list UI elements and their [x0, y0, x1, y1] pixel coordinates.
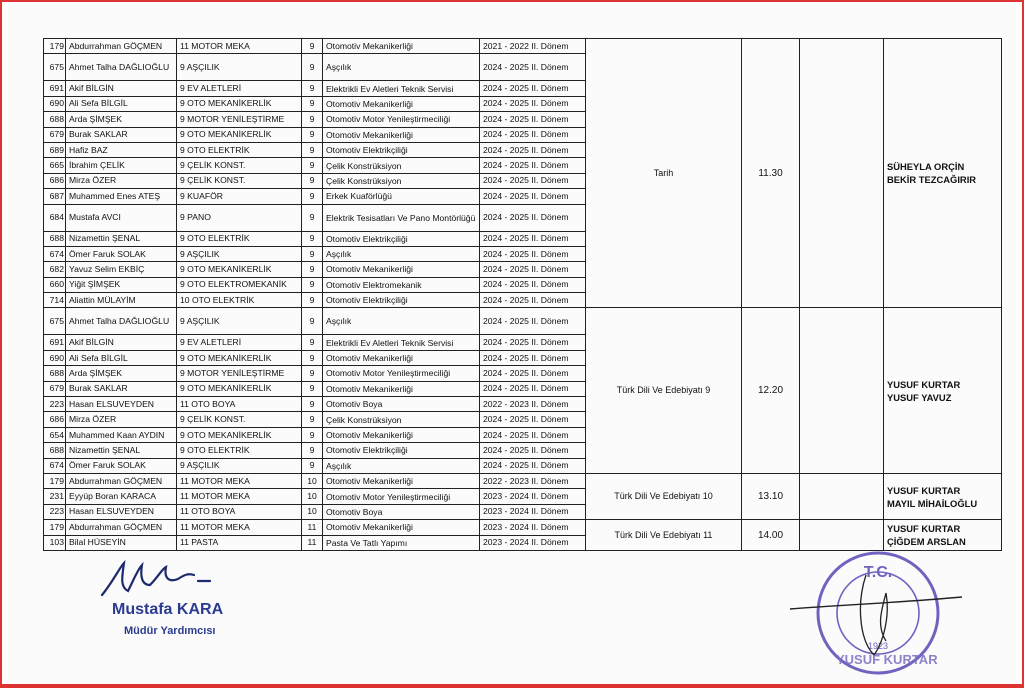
proctor-name: YUSUF KURTAR — [887, 484, 961, 496]
grade-level: 9 — [302, 277, 323, 292]
grade-level: 9 — [302, 158, 323, 173]
student-name: Burak SAKLAR — [66, 127, 177, 142]
course-name: Otomotiv Mekanikerliği — [323, 427, 480, 442]
course-name: Otomotiv Boya — [323, 397, 480, 412]
grade-level: 9 — [302, 81, 323, 96]
grade-level: 9 — [302, 293, 323, 308]
student-number: 688 — [44, 231, 66, 246]
course-name: Otomotiv Mekanikerliği — [323, 127, 480, 142]
term: 2024 - 2025 II. Dönem — [480, 277, 586, 292]
student-name: Nizamettin ŞENAL — [66, 231, 177, 246]
course-name: Otomotiv Elektrikçiliği — [323, 443, 480, 458]
table-row — [44, 39, 1002, 54]
student-number: 688 — [44, 366, 66, 381]
proctor-name: SÜHEYLA ORÇİN — [887, 161, 965, 173]
student-number: 684 — [44, 204, 66, 231]
student-class: 11 MOTOR MEKA — [177, 39, 302, 54]
student-number: 686 — [44, 173, 66, 188]
student-name: Burak SAKLAR — [66, 381, 177, 396]
student-name: Mirza ÖZER — [66, 412, 177, 427]
student-name: Arda ŞİMŞEK — [66, 112, 177, 127]
student-number: 679 — [44, 127, 66, 142]
student-class: 9 ÇELİK KONST. — [177, 412, 302, 427]
term: 2024 - 2025 II. Dönem — [480, 443, 586, 458]
grade-level: 10 — [302, 504, 323, 519]
student-name: Arda ŞİMŞEK — [66, 366, 177, 381]
student-class: 9 OTO MEKANİKERLİK — [177, 262, 302, 277]
student-class: 9 EV ALETLERİ — [177, 335, 302, 350]
table-row — [44, 308, 1002, 335]
grade-level: 9 — [302, 397, 323, 412]
student-class: 9 AŞÇILIK — [177, 308, 302, 335]
student-name: Ali Sefa BİLGİL — [66, 96, 177, 111]
grade-level: 9 — [302, 366, 323, 381]
course-name: Otomotiv Mekanikerliği — [323, 520, 480, 535]
student-number: 714 — [44, 293, 66, 308]
grade-level: 9 — [302, 112, 323, 127]
course-name: Otomotiv Boya — [323, 504, 480, 519]
term: 2024 - 2025 II. Dönem — [480, 142, 586, 157]
student-name: Hasan ELSUVEYDEN — [66, 504, 177, 519]
term: 2024 - 2025 II. Dönem — [480, 262, 586, 277]
student-name: Ömer Faruk SOLAK — [66, 246, 177, 261]
student-name: Hasan ELSUVEYDEN — [66, 397, 177, 412]
empty-cell — [800, 473, 884, 519]
student-class: 11 PASTA — [177, 535, 302, 550]
term: 2024 - 2025 II. Dönem — [480, 96, 586, 111]
proctor-name: MAYIL MİHAİLOĞLU — [887, 497, 978, 509]
frame-bottom-edge — [0, 684, 1024, 688]
term: 2023 - 2024 II. Dönem — [480, 535, 586, 550]
student-class: 9 AŞÇILIK — [177, 458, 302, 473]
term: 2024 - 2025 II. Dönem — [480, 112, 586, 127]
student-class: 9 OTO ELEKTRİK — [177, 443, 302, 458]
svg-text:T.C.: T.C. — [863, 564, 893, 581]
grade-level: 9 — [302, 262, 323, 277]
student-name: Ali Sefa BİLGİL — [66, 350, 177, 365]
seal-overprint-name: YUSUF KURTAR — [836, 652, 938, 667]
course-name: Otomotiv Motor Yenileştirmeciliği — [323, 112, 480, 127]
course-name: Otomotiv Mekanikerliği — [323, 39, 480, 54]
proctor-name: YUSUF KURTAR — [887, 523, 961, 535]
student-number: 686 — [44, 412, 66, 427]
course-name: Pasta Ve Tatlı Yapımı — [323, 535, 480, 550]
exam-proctors — [884, 308, 1002, 474]
course-name: Elektrikli Ev Aletleri Teknik Servisi — [323, 335, 480, 350]
exam-subject: Türk Dili Ve Edebiyatı 10 — [586, 473, 742, 519]
student-name: Aliattin MÜLAYİM — [66, 293, 177, 308]
student-number: 674 — [44, 458, 66, 473]
course-name: Otomotiv Motor Yenileştirmeciliği — [323, 366, 480, 381]
student-class: 9 PANO — [177, 204, 302, 231]
grade-level: 9 — [302, 427, 323, 442]
proctor-name: BEKİR TEZCAĞIRIR — [887, 174, 977, 186]
student-number: 179 — [44, 39, 66, 54]
exam-subject: Türk Dili Ve Edebiyatı 11 — [586, 520, 742, 551]
grade-level: 9 — [302, 350, 323, 365]
course-name: Otomotiv Motor Yenileştirmeciliği — [323, 489, 480, 504]
student-class: 9 AŞÇILIK — [177, 54, 302, 81]
student-number: 223 — [44, 504, 66, 519]
student-number: 687 — [44, 189, 66, 204]
course-name: Elektrik Tesisatları Ve Pano Montörlüğü — [323, 204, 480, 231]
term: 2024 - 2025 II. Dönem — [480, 293, 586, 308]
term: 2024 - 2025 II. Dönem — [480, 427, 586, 442]
grade-level: 9 — [302, 412, 323, 427]
grade-level: 9 — [302, 335, 323, 350]
student-number: 691 — [44, 335, 66, 350]
exam-time: 13.10 — [742, 473, 800, 519]
course-name: Çelik Konstrüksiyon — [323, 173, 480, 188]
term: 2022 - 2023 II. Dönem — [480, 397, 586, 412]
term: 2022 - 2023 II. Dönem — [480, 473, 586, 488]
student-class: 9 MOTOR YENİLEŞTİRME — [177, 112, 302, 127]
grade-level: 11 — [302, 520, 323, 535]
student-name: Ahmet Talha DAĞLIOĞLU — [66, 308, 177, 335]
grade-level: 10 — [302, 489, 323, 504]
student-name: Muhammed Kaan AYDIN — [66, 427, 177, 442]
student-class: 10 OTO ELEKTRİK — [177, 293, 302, 308]
grade-level: 9 — [302, 96, 323, 111]
student-class: 9 OTO MEKANİKERLİK — [177, 350, 302, 365]
student-class: 9 OTO ELEKTRİK — [177, 142, 302, 157]
term: 2024 - 2025 II. Dönem — [480, 231, 586, 246]
course-name: Otomotiv Elektrikçiliği — [323, 293, 480, 308]
student-number: 179 — [44, 520, 66, 535]
exam-time: 12.20 — [742, 308, 800, 474]
term: 2024 - 2025 II. Dönem — [480, 350, 586, 365]
course-name: Aşçılık — [323, 246, 480, 261]
grade-level: 9 — [302, 173, 323, 188]
student-name: Bilal HÜSEYİN — [66, 535, 177, 550]
term: 2024 - 2025 II. Dönem — [480, 381, 586, 396]
term: 2024 - 2025 II. Dönem — [480, 189, 586, 204]
grade-level: 9 — [302, 246, 323, 261]
student-name: Ömer Faruk SOLAK — [66, 458, 177, 473]
student-class: 11 MOTOR MEKA — [177, 520, 302, 535]
student-name: Ahmet Talha DAĞLIOĞLU — [66, 54, 177, 81]
student-class: 9 OTO MEKANİKERLİK — [177, 96, 302, 111]
course-name: Çelik Konstrüksiyon — [323, 412, 480, 427]
exam-proctors — [884, 39, 1002, 308]
student-class: 9 MOTOR YENİLEŞTİRME — [177, 366, 302, 381]
course-name: Aşçılık — [323, 54, 480, 81]
term: 2024 - 2025 II. Dönem — [480, 204, 586, 231]
proctor-name: ÇİĞDEM ARSLAN — [887, 536, 966, 548]
term: 2024 - 2025 II. Dönem — [480, 127, 586, 142]
course-name: Otomotiv Elektrikçiliği — [323, 142, 480, 157]
course-name: Erkek Kuaförlüğü — [323, 189, 480, 204]
student-number: 688 — [44, 443, 66, 458]
student-name: İbrahim ÇELİK — [66, 158, 177, 173]
student-class: 9 ÇELİK KONST. — [177, 173, 302, 188]
term: 2024 - 2025 II. Dönem — [480, 173, 586, 188]
course-name: Otomotiv Elektromekanik — [323, 277, 480, 292]
student-name: Hafiz BAZ — [66, 142, 177, 157]
student-number: 674 — [44, 246, 66, 261]
student-number: 223 — [44, 397, 66, 412]
term: 2024 - 2025 II. Dönem — [480, 54, 586, 81]
student-class: 9 OTO MEKANİKERLİK — [177, 427, 302, 442]
student-name: Akif BİLGİN — [66, 81, 177, 96]
course-name: Otomotiv Mekanikerliği — [323, 350, 480, 365]
student-number: 682 — [44, 262, 66, 277]
grade-level: 9 — [302, 231, 323, 246]
term: 2024 - 2025 II. Dönem — [480, 81, 586, 96]
grade-level: 9 — [302, 443, 323, 458]
term: 2023 - 2024 II. Dönem — [480, 489, 586, 504]
term: 2024 - 2025 II. Dönem — [480, 458, 586, 473]
student-name: Mirza ÖZER — [66, 173, 177, 188]
course-name: Çelik Konstrüksiyon — [323, 158, 480, 173]
student-class: 9 OTO MEKANİKERLİK — [177, 381, 302, 396]
term: 2023 - 2024 II. Dönem — [480, 504, 586, 519]
student-class: 9 AŞÇILIK — [177, 246, 302, 261]
student-number: 179 — [44, 473, 66, 488]
student-number: 665 — [44, 158, 66, 173]
student-class: 11 MOTOR MEKA — [177, 473, 302, 488]
signatory-name: Mustafa KARA — [112, 601, 224, 618]
student-class: 9 OTO MEKANİKERLİK — [177, 127, 302, 142]
course-name: Otomotiv Mekanikerliği — [323, 473, 480, 488]
svg-text:1923: 1923 — [867, 641, 889, 651]
student-number: 688 — [44, 112, 66, 127]
term: 2024 - 2025 II. Dönem — [480, 308, 586, 335]
student-class: 9 EV ALETLERİ — [177, 81, 302, 96]
course-name: Elektrikli Ev Aletleri Teknik Servisi — [323, 81, 480, 96]
student-number: 691 — [44, 81, 66, 96]
student-class: 11 OTO BOYA — [177, 397, 302, 412]
grade-level: 9 — [302, 458, 323, 473]
grade-level: 10 — [302, 473, 323, 488]
exam-time: 11.30 — [742, 39, 800, 308]
student-number: 690 — [44, 96, 66, 111]
student-name: Mustafa AVCI — [66, 204, 177, 231]
student-name: Yavuz Selim EKBİÇ — [66, 262, 177, 277]
student-class: 9 ÇELİK KONST. — [177, 158, 302, 173]
course-name: Aşçılık — [323, 308, 480, 335]
student-number: 679 — [44, 381, 66, 396]
student-name: Abdurrahman GÖÇMEN — [66, 473, 177, 488]
student-name: Eyyüp Boran KARACA — [66, 489, 177, 504]
grade-level: 11 — [302, 535, 323, 550]
student-class: 11 OTO BOYA — [177, 504, 302, 519]
grade-level: 9 — [302, 381, 323, 396]
signatory-title: Müdür Yardımcısı — [124, 625, 216, 637]
student-name: Abdurrahman GÖÇMEN — [66, 39, 177, 54]
exam-proctors — [884, 473, 1002, 519]
term: 2024 - 2025 II. Dönem — [480, 246, 586, 261]
student-name: Muhammed Enes ATEŞ — [66, 189, 177, 204]
course-name: Otomotiv Elektrikçiliği — [323, 231, 480, 246]
empty-cell — [800, 308, 884, 474]
grade-level: 9 — [302, 142, 323, 157]
table-row — [44, 473, 1002, 488]
exam-subject: Türk Dili Ve Edebiyatı 9 — [586, 308, 742, 474]
term: 2024 - 2025 II. Dönem — [480, 366, 586, 381]
term: 2021 - 2022 II. Dönem — [480, 39, 586, 54]
grade-level: 9 — [302, 204, 323, 231]
term: 2023 - 2024 II. Dönem — [480, 520, 586, 535]
student-number: 231 — [44, 489, 66, 504]
exam-subject: Tarih — [586, 39, 742, 308]
grade-level: 9 — [302, 127, 323, 142]
exam-schedule-table — [43, 38, 1002, 551]
term: 2024 - 2025 II. Dönem — [480, 335, 586, 350]
term: 2024 - 2025 II. Dönem — [480, 412, 586, 427]
course-name: Aşçılık — [323, 458, 480, 473]
course-name: Otomotiv Mekanikerliği — [323, 381, 480, 396]
term: 2024 - 2025 II. Dönem — [480, 158, 586, 173]
grade-level: 9 — [302, 308, 323, 335]
student-number: 675 — [44, 54, 66, 81]
student-number: 660 — [44, 277, 66, 292]
student-name: Akif BİLGİN — [66, 335, 177, 350]
student-number: 689 — [44, 142, 66, 157]
table-row — [44, 520, 1002, 535]
student-number: 103 — [44, 535, 66, 550]
student-class: 9 KUAFÖR — [177, 189, 302, 204]
student-number: 690 — [44, 350, 66, 365]
exam-time: 14.00 — [742, 520, 800, 551]
proctor-name: YUSUF YAVUZ — [887, 391, 952, 403]
student-class: 9 OTO ELEKTROMEKANİK — [177, 277, 302, 292]
student-class: 11 MOTOR MEKA — [177, 489, 302, 504]
student-name: Abdurrahman GÖÇMEN — [66, 520, 177, 535]
course-name: Otomotiv Mekanikerliği — [323, 96, 480, 111]
grade-level: 9 — [302, 189, 323, 204]
empty-cell — [800, 39, 884, 308]
schedule-body — [44, 39, 1002, 551]
student-number: 675 — [44, 308, 66, 335]
student-number: 654 — [44, 427, 66, 442]
course-name: Otomotiv Mekanikerliği — [323, 262, 480, 277]
grade-level: 9 — [302, 54, 323, 81]
student-name: Nizamettin ŞENAL — [66, 443, 177, 458]
proctor-name: YUSUF KURTAR — [887, 378, 961, 390]
student-name: Yiğit ŞİMŞEK — [66, 277, 177, 292]
student-class: 9 OTO ELEKTRİK — [177, 231, 302, 246]
grade-level: 9 — [302, 39, 323, 54]
signature-scribble-icon — [98, 555, 268, 603]
